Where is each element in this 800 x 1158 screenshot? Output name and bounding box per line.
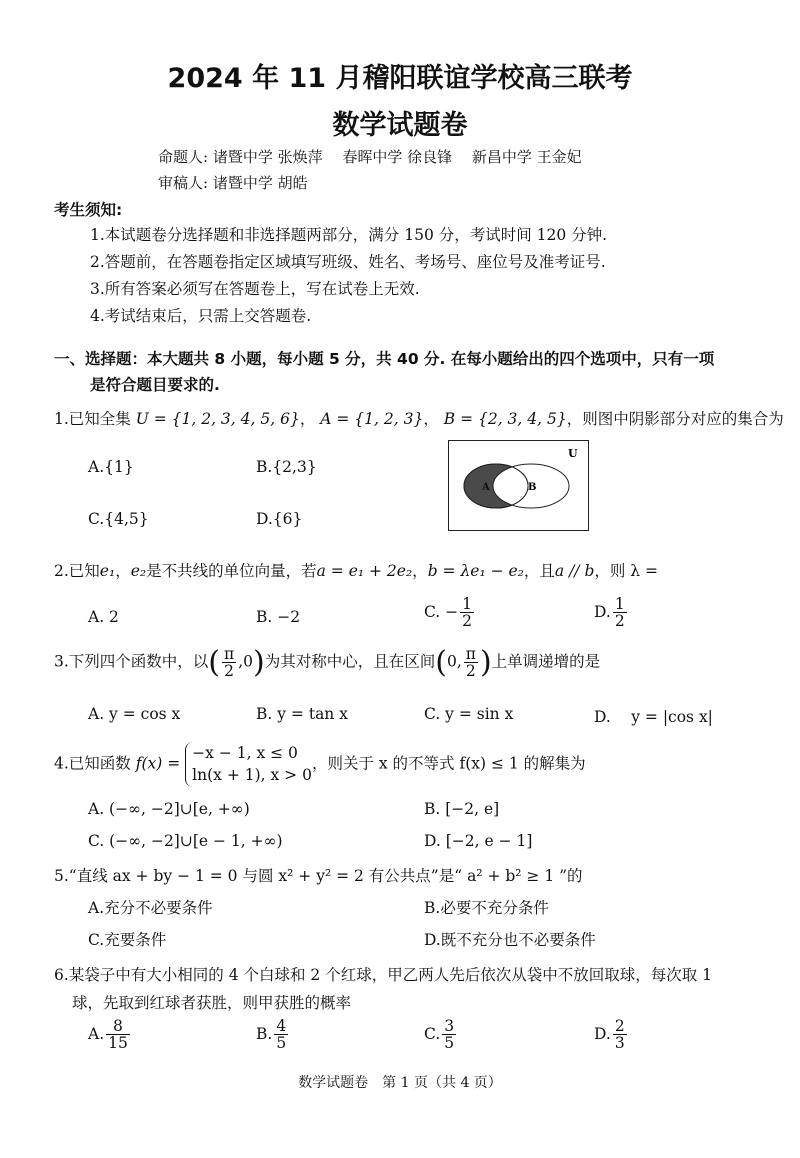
q2-option-c-den: 2	[462, 612, 473, 631]
q1-universal-set: U = {1, 2, 3, 4, 5, 6}	[135, 410, 300, 428]
q3-prefix: 3.下列四个函数中，以	[54, 652, 209, 671]
q6-option-c	[424, 1018, 458, 1052]
q1-set-b: B = {2, 3, 4, 5}	[443, 410, 567, 428]
q6-option-a-label: A.	[88, 1024, 105, 1043]
q4-prefix: 4.已知函数	[54, 754, 131, 773]
question-2-stem: 2.已知e₁，e₂是不共线的单位向量，若a = e₁ + 2e₂，b = λe₁ − e₂，且a // b，则 λ =	[54, 562, 659, 580]
q3-interval-head: 0,	[446, 652, 462, 671]
q6-option-a	[88, 1018, 132, 1052]
q1-set-a: A = {1, 2, 3}	[320, 410, 424, 428]
reviewer-name: 诸暨中学 胡皓	[212, 174, 308, 192]
q4-option-a: A. (−∞, −2]∪[e, +∞)	[88, 800, 250, 818]
q2-option-b: B. −2	[256, 608, 301, 626]
q6-option-b-num: 4	[276, 1017, 287, 1035]
q3-tail: 上单调递增的是	[491, 652, 601, 671]
authors-line	[158, 146, 582, 167]
q1-option-b: B.{2,3}	[256, 458, 317, 476]
q6-option-c-num: 3	[444, 1017, 455, 1035]
q3-mid: 为其对称中心，且在区间	[264, 652, 436, 671]
reviewer-line	[158, 172, 308, 193]
q4-option-c: C. (−∞, −2]∪[e − 1, +∞)	[88, 832, 283, 850]
q2-sep: ，	[115, 562, 131, 580]
q6-option-d-num: 2	[614, 1017, 625, 1035]
q2-vector-a: a = e₁ + 2e₂	[316, 562, 413, 580]
question-4-stem	[54, 742, 586, 787]
q4-piecewise	[185, 742, 312, 787]
q3-center-den: 2	[224, 662, 235, 680]
q6-option-a-num: 8	[106, 1018, 130, 1035]
q2-option-d-den: 2	[614, 612, 625, 631]
notice-item: 1.本试题卷分选择题和非选择题两部分，满分 150 分，考试时间 120 分钟.	[90, 226, 608, 244]
venn-label-a: A	[482, 482, 490, 493]
notice-item: 3.所有答案必须写在答题卷上，写在试卷上无效.	[90, 280, 420, 298]
q3-option-b: B. y = tan x	[256, 705, 348, 723]
question-1-stem: 1.已知全集 U = {1, 2, 3, 4, 5, 6}， A = {1, 2, 3}， B = {2, 3, 4, 5}，则图中阴影部分对应的集合为	[54, 410, 784, 428]
q1-option-d: D.{6}	[256, 510, 303, 528]
q2-cond: ，且	[523, 562, 555, 580]
q6-option-c-label: C.	[424, 1024, 441, 1043]
q5-option-a: A.充分不必要条件	[88, 899, 213, 917]
q6-option-d-fraction	[613, 1018, 627, 1052]
q6-option-b-fraction	[274, 1018, 288, 1052]
q1-option-c: C.{4,5}	[88, 510, 149, 528]
q6-option-c-fraction	[442, 1018, 456, 1052]
q2-vector-e1: e₁	[99, 562, 116, 580]
question-5-stem: 5.“直线 ax + by − 1 = 0 与圆 x² + y² = 2 有公共点”是“ a² + b² ≥ 1 ”的	[54, 867, 583, 885]
section-heading-cont: 是符合题目要求的.	[90, 376, 220, 394]
q2-option-d-prefix: D.	[594, 602, 611, 621]
q3-interval-num: π	[465, 644, 476, 663]
q6-option-d-den: 3	[614, 1034, 625, 1053]
venn-label-b: B	[528, 482, 537, 493]
q6-option-b	[256, 1018, 290, 1052]
q2-option-d-num: 1	[614, 595, 625, 613]
notice-item: 2.答题前，在答题卷指定区域填写班级、姓名、考场号、座位号及准考证号.	[90, 253, 606, 271]
q2-option-d-fraction	[613, 596, 627, 630]
q1-suffix: ，则图中阴影部分对应的集合为	[566, 410, 784, 428]
q3-center-tail: ,0	[238, 652, 253, 671]
section-heading: 一、选择题：本大题共 8 小题，每小题 5 分，共 40 分. 在每小题给出的四个选项中，只有一项	[54, 350, 715, 368]
q2-prefix: 2.已知	[54, 562, 100, 580]
q1-prefix: 1.已知全集	[54, 410, 131, 428]
q4-option-d: D. [−2, e − 1]	[424, 832, 533, 850]
reviewer-label: 审稿人:	[158, 174, 209, 192]
page-footer: 数学试题卷 第 1 页（共 4 页）	[298, 1075, 502, 1091]
q2-tail: ，则 λ =	[594, 562, 659, 580]
q3-option-d: D. y = |cos x|	[594, 708, 713, 726]
question-6-stem-cont: 球，先取到红球者获胜，则甲获胜的概率	[72, 994, 352, 1012]
q4-tail: ，则关于 x 的不等式 f(x) ≤ 1 的解集为	[311, 754, 586, 773]
q2-option-c-fraction	[460, 596, 474, 630]
q1-option-a: A.{1}	[88, 458, 134, 476]
q3-center-num: π	[224, 644, 235, 663]
q2-vector-e2: e₂	[130, 562, 147, 580]
venn-label-u: U	[568, 447, 578, 460]
q2-vector-b: b = λe₁ − e₂	[427, 562, 524, 580]
exam-title: 2024 年 11 月稽阳联谊学校高三联考	[167, 63, 633, 94]
q6-option-c-den: 5	[444, 1034, 455, 1053]
notice-heading: 考生须知:	[54, 201, 123, 219]
q3-option-a: A. y = cos x	[88, 705, 181, 723]
q2-mid: 是不共线的单位向量，若	[146, 562, 317, 580]
q4-case-1: −x − 1, x ≤ 0	[192, 744, 298, 762]
q5-option-d: D.既不充分也不必要条件	[424, 931, 596, 949]
q5-option-c: C.充要条件	[88, 931, 167, 949]
q6-option-d	[594, 1018, 629, 1052]
q2-parallel: a // b	[554, 562, 595, 580]
authors-label: 命题人:	[158, 148, 209, 166]
authors-names: 诸暨中学 张焕萍 春晖中学 徐良锋 新昌中学 王金妃	[212, 148, 582, 166]
exam-subtitle: 数学试题卷	[332, 110, 468, 141]
question-6-stem: 6.某袋子中有大小相同的 4 个白球和 2 个红球，甲乙两人先后依次从袋中不放回取球，每次取 1	[54, 966, 713, 984]
q4-option-b: B. [−2, e]	[424, 800, 500, 818]
q3-interval-fraction	[464, 646, 478, 680]
question-3-stem: 3.下列四个函数中，以( $\frac{\pi}{2}$ ,0)为其对称中心，且在区间(0, $\frac{\pi}{2}$ )上单调递增的是	[54, 644, 601, 680]
q2-option-c-num: 1	[462, 595, 473, 613]
q2-option-d	[594, 596, 629, 630]
q6-option-a-den: 15	[108, 1034, 128, 1053]
venn-diagram	[448, 440, 590, 532]
q4-function: f(x) =	[135, 754, 181, 773]
q3-center-fraction	[222, 646, 236, 680]
q6-option-d-label: D.	[594, 1024, 611, 1043]
q2-option-c-prefix: C. −	[424, 602, 459, 621]
q6-option-b-label: B.	[256, 1024, 273, 1043]
q3-interval-den: 2	[465, 662, 476, 680]
q3-option-c: C. y = sin x	[424, 705, 514, 723]
q4-case-2: ln(x + 1), x > 0	[192, 766, 312, 785]
q5-option-b: B.必要不充分条件	[424, 899, 549, 917]
q6-option-a-fraction	[106, 1018, 130, 1052]
q2-option-a: A. 2	[88, 608, 119, 626]
notice-item: 4.考试结束后，只需上交答题卷.	[90, 307, 312, 325]
q6-option-b-den: 5	[276, 1034, 287, 1053]
q2-option-c	[424, 596, 476, 630]
